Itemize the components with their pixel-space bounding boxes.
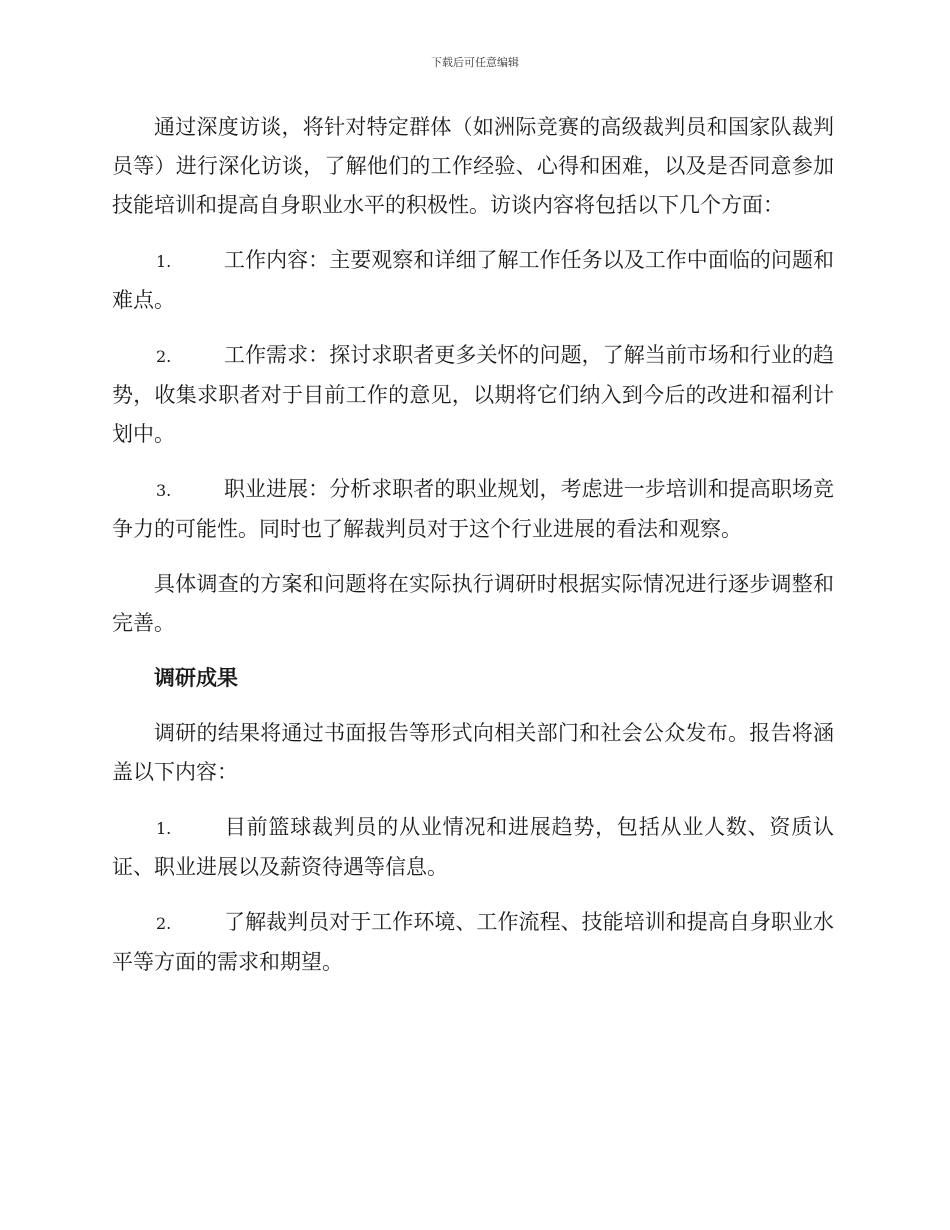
page-header: 下载后可任意编辑	[431, 56, 519, 69]
section-intro-paragraph: 调研的结果将通过书面报告等形式向相关部门和社会公众发布。报告将涵盖以下内容：	[112, 721, 834, 784]
section-heading: 调研成果	[154, 666, 238, 690]
closing-paragraph: 具体调查的方案和问题将在实际执行调研时根据实际情况进行逐步调整和完善。	[112, 572, 834, 635]
list-number: 2.	[156, 347, 172, 366]
list-text: 目前篮球裁判员的从业情况和进展趋势，包括从业人数、资质认证、职业进展以及薪资待遇等信息。	[112, 815, 834, 879]
list-text: 了解裁判员对于工作环境、工作流程、技能培训和提高自身职业水平等方面的需求和期望。	[112, 910, 834, 974]
list-text: 工作需求：探讨求职者更多关怀的问题，了解当前市场和行业的趋势，收集求职者对于目前工作的意见，以期将它们纳入到今后的改进和福利计划中。	[112, 343, 834, 446]
document-body	[112, 108, 834, 998]
list-number: 1.	[156, 252, 172, 271]
list-item	[112, 470, 834, 549]
intro-paragraph: 通过深度访谈，将针对特定群体（如洲际竞赛的高级裁判员和国家队裁判员等）进行深化访谈，了解他们的工作经验、心得和困难，以及是否同意参加技能培训和提高自身职业水平的积极性。访谈内容将包括以下几个方面：	[112, 115, 834, 217]
list-number: 1.	[156, 819, 172, 838]
list-item	[112, 903, 834, 982]
list-number: 3.	[156, 481, 172, 500]
list-text: 工作内容：主要观察和详细了解工作任务以及工作中面临的问题和难点。	[112, 248, 834, 312]
list-item	[112, 241, 834, 320]
list-item	[112, 336, 834, 454]
list-item	[112, 808, 834, 887]
list-number: 2.	[156, 914, 172, 933]
list-text: 职业进展：分析求职者的职业规划，考虑进一步培训和提高职场竞争力的可能性。同时也了解裁判员对于这个行业进展的看法和观察。	[112, 477, 834, 541]
